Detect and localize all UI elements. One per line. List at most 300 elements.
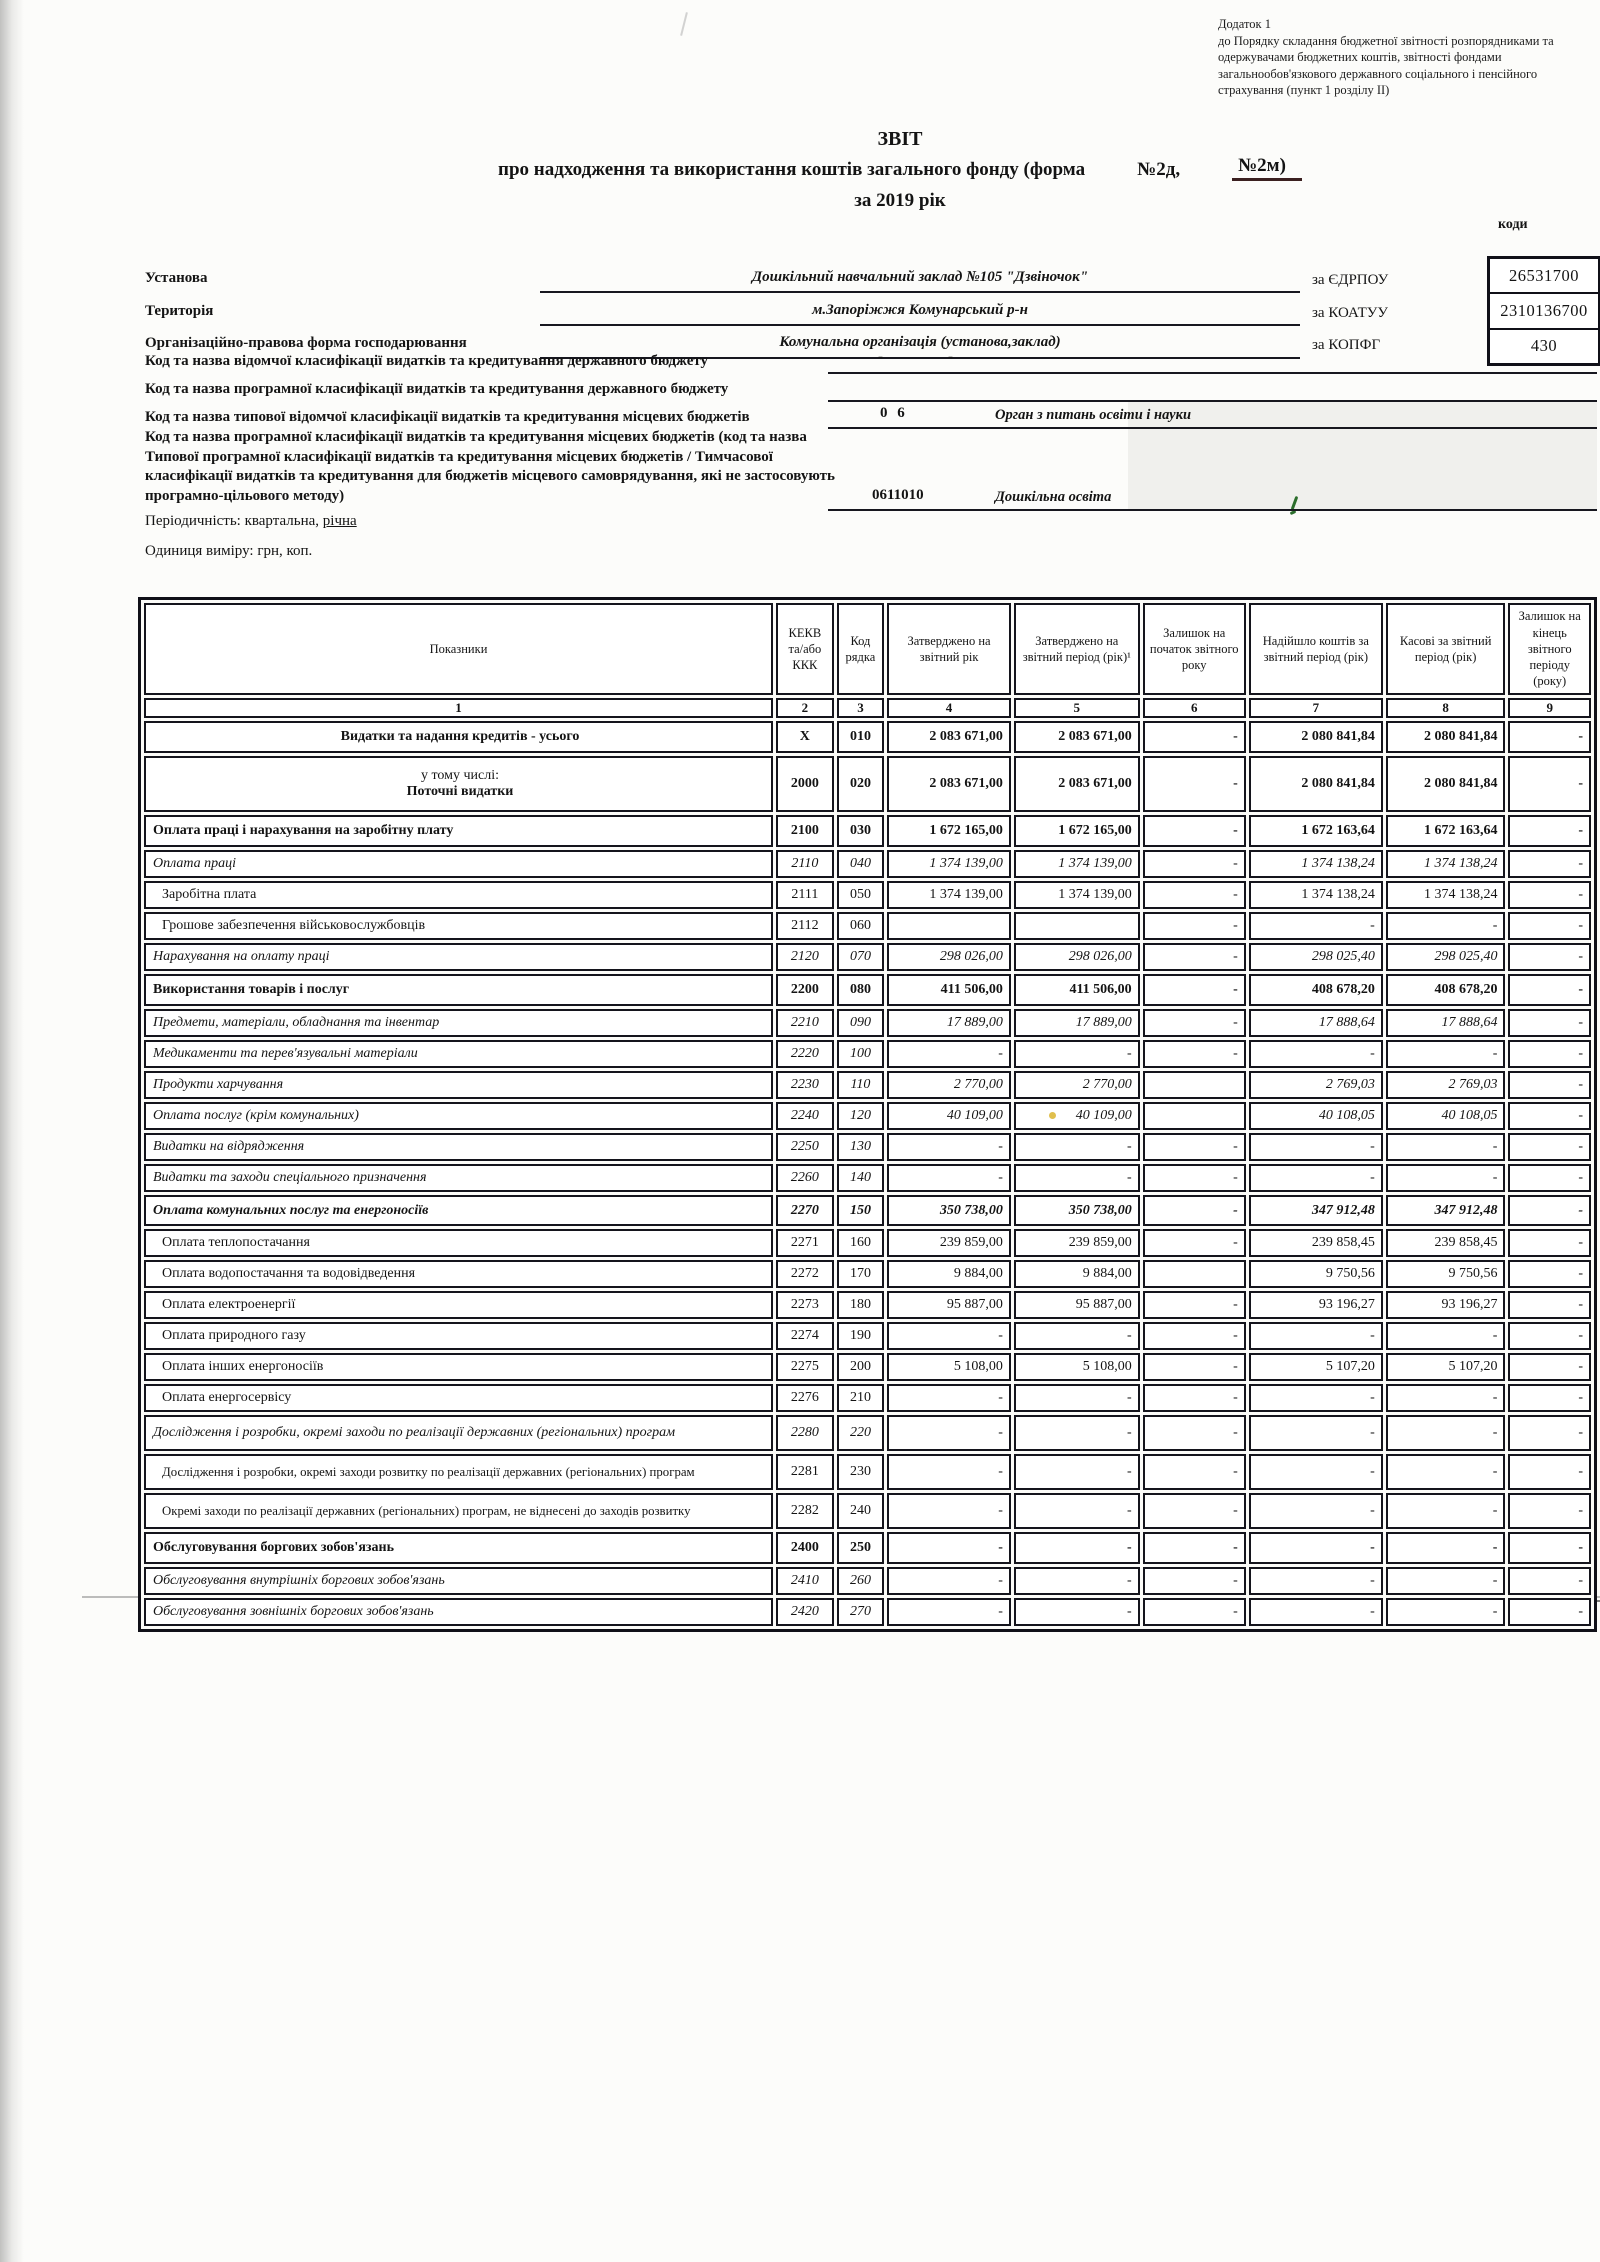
local-departmental-name: Орган з питань освіти і науки [995,407,1192,423]
value-cell-col5: - [1014,1384,1140,1412]
kekv-cell: 2276 [776,1384,834,1412]
kekv-cell: 2420 [776,1598,834,1626]
line-code-cell: 270 [837,1598,884,1626]
value-cell-col7: 93 196,27 [1249,1291,1383,1319]
periodicity-prefix: Періодичність: квартальна, [145,513,323,529]
value-cell-col8: 239 858,45 [1386,1229,1506,1257]
line-code-cell: 030 [837,815,884,847]
report-year: за 2019 рік [854,190,946,211]
value-cell-col5: 239 859,00 [1014,1229,1140,1257]
value-cell-col4: 2 083 671,00 [887,756,1011,812]
value-cell-col8: 9 750,56 [1386,1260,1506,1288]
report-subtitle [170,155,1600,181]
line-code-cell: 070 [837,943,884,971]
value-cell-col7: - [1249,1322,1383,1350]
kekv-cell: 2210 [776,1009,834,1037]
value-cell-col6: - [1143,974,1246,1006]
scan-gray-tint [1128,402,1597,509]
value-cell-col7: 40 108,05 [1249,1102,1383,1130]
col-header-approved-year: Затверджено на звітний рік [887,603,1011,695]
field-code-label-edrpou: за ЄДРПОУ [1312,272,1389,288]
col-header-approved-period: Затверджено на звітний період (рік)¹ [1014,603,1140,695]
value-cell-col9: - [1508,1009,1591,1037]
underline [828,427,1597,429]
value-cell-col7: 2 769,03 [1249,1071,1383,1099]
value-cell-col4: 1 374 139,00 [887,850,1011,878]
value-cell-col8: 93 196,27 [1386,1291,1506,1319]
value-cell-col8: - [1386,1384,1506,1412]
col-header-balance-end: Залишок на кінець звітного періоду (року) [1508,603,1591,695]
underline [540,324,1300,326]
kekv-cell: 2220 [776,1040,834,1068]
value-cell-col9: - [1508,721,1591,753]
row-label-cell: Медикаменти та перев'язувальні матеріали [144,1040,773,1068]
row-label-cell: Оплата комунальних послуг та енергоносіїв [144,1195,773,1226]
table-row [144,1598,1591,1626]
table-row [144,1009,1591,1037]
table-row [144,974,1591,1006]
kekv-cell: 2260 [776,1164,834,1192]
form-number-2m: №2м) [1232,155,1302,181]
value-cell-col6: - [1143,721,1246,753]
kekv-cell: 2400 [776,1532,834,1564]
row-label-cell: Окремі заходи по реалізації державних (регіональних) програм, не віднесені до заходів розвитку [144,1493,773,1529]
value-cell-col9: - [1508,1133,1591,1161]
value-cell-col7: 2 080 841,84 [1249,756,1383,812]
value-cell-col6: - [1143,1195,1246,1226]
table-row [144,1040,1591,1068]
value-cell-col8: 1 672 163,64 [1386,815,1506,847]
value-cell-col9: - [1508,1567,1591,1595]
value-cell-col9: - [1508,1291,1591,1319]
kekv-cell: 2112 [776,912,834,940]
underline [828,509,1597,511]
value-cell-col5: 2 083 671,00 [1014,756,1140,812]
value-cell-col8: - [1386,1567,1506,1595]
kekv-cell: 2200 [776,974,834,1006]
row-label-cell: Обслуговування зовнішніх боргових зобов'язань [144,1598,773,1626]
table-row [144,943,1591,971]
value-cell-col6: - [1143,912,1246,940]
value-cell-col9: - [1508,850,1591,878]
value-cell-col6: - [1143,881,1246,909]
value-cell-col5: - [1014,1567,1140,1595]
table-header-row [144,603,1591,695]
row-label-cell: Оплата праці [144,850,773,878]
field-code-label-kopfg: за КОПФГ [1312,337,1381,353]
row-label-cell: Оплата електроенергії [144,1291,773,1319]
kekv-cell: 2250 [776,1133,834,1161]
value-cell-col5: - [1014,1164,1140,1192]
kekv-cell: 2230 [776,1071,834,1099]
table-row [144,1532,1591,1564]
field-label-territory: Територія [145,303,214,319]
value-cell-col5: 95 887,00 [1014,1291,1140,1319]
value-cell-col5: - [1014,1415,1140,1451]
value-cell-col9: - [1508,1260,1591,1288]
value-cell-col9: - [1508,881,1591,909]
col-header-received: Надійшло коштів за звітний період (рік) [1249,603,1383,695]
value-cell-col6 [1143,1260,1246,1288]
class-code-dash-2: - [948,349,953,365]
line-code-cell: 180 [837,1291,884,1319]
value-cell-col7: - [1249,1567,1383,1595]
table-row [144,1322,1591,1350]
value-cell-col9: - [1508,1598,1591,1626]
field-code-label-koatuu: за КОАТУУ [1312,305,1388,321]
value-cell-col4: 9 884,00 [887,1260,1011,1288]
kekv-cell: 2000 [776,756,834,812]
value-cell-col5: 5 108,00 [1014,1353,1140,1381]
value-cell-col8: - [1386,1040,1506,1068]
value-cell-col4: - [887,1493,1011,1529]
value-cell-col5: - [1014,1040,1140,1068]
value-cell-col5: - [1014,1532,1140,1564]
value-cell-col6: - [1143,756,1246,812]
value-cell-col5: - [1014,1322,1140,1350]
value-cell-col8: - [1386,1133,1506,1161]
col-number: 1 [144,698,773,718]
value-cell-col5: 1 374 139,00 [1014,850,1140,878]
value-cell-col9: - [1508,1353,1591,1381]
value-cell-col9: - [1508,1102,1591,1130]
value-cell-col8: - [1386,1532,1506,1564]
line-code-cell: 230 [837,1454,884,1490]
table-row [144,1493,1591,1529]
value-cell-col7: 2 080 841,84 [1249,721,1383,753]
row-label-cell: Нарахування на оплату праці [144,943,773,971]
field-value-legal-form: Комунальна організація (установа,заклад) [779,334,1061,350]
value-cell-col7: - [1249,1133,1383,1161]
class-code-dash: - [878,349,883,365]
col-number: 2 [776,698,834,718]
class-label-state-program: Код та назва програмної класифікації видатків та кредитування державного бюджету [145,381,729,397]
value-cell-col5: 298 026,00 [1014,943,1140,971]
underline [828,372,1597,374]
col-number: 8 [1386,698,1506,718]
value-cell-col7: 5 107,20 [1249,1353,1383,1381]
value-cell-col8: - [1386,912,1506,940]
row-label-cell: Оплата праці і нарахування на заробітну плату [144,815,773,847]
table-row [144,1229,1591,1257]
value-cell-col6 [1143,1102,1246,1130]
value-cell-col5: 40 109,00 [1014,1102,1140,1130]
kekv-cell: 2271 [776,1229,834,1257]
value-cell-col5: - [1014,1133,1140,1161]
report-title: ЗВІТ [877,128,923,150]
value-cell-col4: - [887,1133,1011,1161]
appendix-annotation [1218,16,1596,99]
row-label-cell: Видатки та заходи спеціального призначення [144,1164,773,1192]
table-row [144,1133,1591,1161]
value-cell-col4: - [887,1322,1011,1350]
value-cell-col8: 298 025,40 [1386,943,1506,971]
kekv-cell: 2240 [776,1102,834,1130]
col-number: 3 [837,698,884,718]
value-cell-col7: - [1249,1040,1383,1068]
underline [828,400,1597,402]
value-cell-col8: 2 080 841,84 [1386,756,1506,812]
value-cell-col6: - [1143,1322,1246,1350]
value-cell-col5: - [1014,1493,1140,1529]
value-cell-col4: - [887,1384,1011,1412]
value-cell-col5: - [1014,1598,1140,1626]
row-label-cell: Оплата водопостачання та водовідведення [144,1260,773,1288]
value-cell-col8: 17 888,64 [1386,1009,1506,1037]
table-row [144,881,1591,909]
value-cell-col6: - [1143,1454,1246,1490]
value-cell-col4: 1 374 139,00 [887,881,1011,909]
value-cell-col7: 1 374 138,24 [1249,881,1383,909]
row-label-cell: Дослідження і розробки, окремі заходи розвитку по реалізації державних (регіональних) програм [144,1454,773,1490]
value-cell-col4: - [887,1164,1011,1192]
value-cell-col6: - [1143,1353,1246,1381]
line-code-cell: 190 [837,1322,884,1350]
col-header-cash: Касові за звітний період (рік) [1386,603,1506,695]
kekv-cell: 2410 [776,1567,834,1595]
report-subtitle-text: про надходження та використання коштів загального фонду (форма [498,159,1086,180]
kekv-cell: 2272 [776,1260,834,1288]
value-cell-col6 [1143,1071,1246,1099]
value-cell-col5: 1 672 165,00 [1014,815,1140,847]
value-cell-col7: - [1249,1493,1383,1529]
field-label-institution: Установа [145,270,208,286]
table-row [144,721,1591,753]
table-body [144,721,1591,1626]
value-cell-col4: 17 889,00 [887,1009,1011,1037]
value-cell-col8: 1 374 138,24 [1386,850,1506,878]
table-row [144,1071,1591,1099]
value-cell-col6: - [1143,1567,1246,1595]
value-cell-col9: - [1508,815,1591,847]
table-row [144,912,1591,940]
value-cell-col9: - [1508,756,1591,812]
value-cell-col9: - [1508,1322,1591,1350]
value-cell-col7: - [1249,1598,1383,1626]
field-label-legal-form: Організаційно-правова форма господарювання [145,335,467,351]
value-cell-col7: 239 858,45 [1249,1229,1383,1257]
col-number: 5 [1014,698,1140,718]
value-cell-col9: - [1508,1532,1591,1564]
line-code-cell: 050 [837,881,884,909]
value-cell-col8: 2 769,03 [1386,1071,1506,1099]
periodicity-line [145,513,357,530]
line-code-cell: 150 [837,1195,884,1226]
kekv-cell: 2110 [776,850,834,878]
line-code-cell: 060 [837,912,884,940]
value-cell-col5: 2 770,00 [1014,1071,1140,1099]
value-cell-col9: - [1508,1415,1591,1451]
local-departmental-code: 0 6 [880,405,908,421]
value-cell-col6: - [1143,815,1246,847]
table-row [144,815,1591,847]
value-cell-col5: 350 738,00 [1014,1195,1140,1226]
table-row [144,1291,1591,1319]
unit-of-measure: Одиниця виміру: грн, коп. [145,543,313,559]
col-number: 7 [1249,698,1383,718]
table-row [144,1260,1591,1288]
class-label-local-departmental: Код та назва типової відомчої класифікації видатків та кредитування місцевих бюджетів [145,409,750,425]
value-cell-col8: 347 912,48 [1386,1195,1506,1226]
value-cell-col5: 9 884,00 [1014,1260,1140,1288]
value-cell-col8: 2 080 841,84 [1386,721,1506,753]
annotation-line: до Порядку складання бюджетної звітності розпорядниками та [1218,33,1554,48]
value-cell-col8: 40 108,05 [1386,1102,1506,1130]
value-cell-col5: - [1014,1454,1140,1490]
line-code-cell: 260 [837,1567,884,1595]
value-cell-col6: - [1143,1040,1246,1068]
value-cell-col4: 239 859,00 [887,1229,1011,1257]
value-cell-col4: - [887,1040,1011,1068]
kekv-cell: 2281 [776,1454,834,1490]
row-label-cell: Заробітна плата [144,881,773,909]
value-cell-col4: 350 738,00 [887,1195,1011,1226]
field-value-institution: Дошкільний навчальний заклад №105 "Дзвіночок" [751,269,1089,285]
line-code-cell: 120 [837,1102,884,1130]
value-cell-col6: - [1143,1493,1246,1529]
value-cell-col9: - [1508,1229,1591,1257]
value-cell-col8: - [1386,1598,1506,1626]
line-code-cell: 040 [837,850,884,878]
scan-edge-shadow [0,0,24,2262]
kekv-cell: 2275 [776,1353,834,1381]
value-cell-col8: - [1386,1454,1506,1490]
value-cell-col6: - [1143,1291,1246,1319]
class-label-local-program: Код та назва програмної класифікації видатків та кредитування місцевих бюджетів (код та назва Типової програмної класифікації видатків та кредитування місцевих бюджетів / Тимчасової класифікації видатків та кредитування для бюджетів місцевого самоврядування, які не застосовують програмно-цільового методу) [145,429,835,504]
value-cell-col6: - [1143,1133,1246,1161]
row-label-cell: Оплата послуг (крім комунальних) [144,1102,773,1130]
row-label-cell: Видатки на відрядження [144,1133,773,1161]
value-cell-col8: 1 374 138,24 [1386,881,1506,909]
value-cell-col7: 9 750,56 [1249,1260,1383,1288]
value-cell-col7: 408 678,20 [1249,974,1383,1006]
row-label-cell: Предмети, матеріали, обладнання та інвентар [144,1009,773,1037]
table-row [144,1353,1591,1381]
value-cell-col6: - [1143,850,1246,878]
kekv-cell: 2282 [776,1493,834,1529]
value-cell-col5: 2 083 671,00 [1014,721,1140,753]
periodicity-annual: річна [322,513,357,529]
annotation-line: Додаток 1 [1218,17,1271,31]
value-cell-col6: - [1143,1009,1246,1037]
kekv-cell: X [776,721,834,753]
value-cell-col8: 408 678,20 [1386,974,1506,1006]
form-number-2d: №2д, [1137,159,1181,180]
kekv-cell: 2100 [776,815,834,847]
value-cell-col4: 2 083 671,00 [887,721,1011,753]
report-title-block [170,128,1600,212]
col-number: 4 [887,698,1011,718]
kekv-cell: 2111 [776,881,834,909]
value-cell-col8: 5 107,20 [1386,1353,1506,1381]
local-program-code: 0611010 [872,487,924,503]
value-cell-col9: - [1508,974,1591,1006]
row-label-cell: Оплата енергосервісу [144,1384,773,1412]
col-number: 9 [1508,698,1591,718]
table-row [144,1384,1591,1412]
line-code-cell: 170 [837,1260,884,1288]
koatuu-code: 2310136700 [1490,292,1598,327]
table-row [144,1567,1591,1595]
value-cell-col4: 298 026,00 [887,943,1011,971]
row-label-cell: Оплата інших енергоносіїв [144,1353,773,1381]
value-cell-col7: - [1249,1384,1383,1412]
row-label-cell: Видатки та надання кредитів - усього [144,721,773,753]
col-header-line-code: Код рядка [837,603,884,695]
underline [540,291,1300,293]
value-cell-col7: - [1249,912,1383,940]
value-cell-col4: - [887,1598,1011,1626]
value-cell-col4 [887,912,1011,940]
value-cell-col6: - [1143,1229,1246,1257]
line-code-cell: 240 [837,1493,884,1529]
row-label-cell: у тому числі: Поточні видатки [144,756,773,812]
line-code-cell: 160 [837,1229,884,1257]
value-cell-col7: - [1249,1415,1383,1451]
col-number: 6 [1143,698,1246,718]
value-cell-col6: - [1143,1532,1246,1564]
kekv-cell: 2274 [776,1322,834,1350]
codes-caption: коди [1498,217,1528,232]
value-cell-col9: - [1508,1040,1591,1068]
value-cell-col5 [1014,912,1140,940]
row-label-cell: Оплата природного газу [144,1322,773,1350]
kekv-cell: 2120 [776,943,834,971]
value-cell-col7: - [1249,1454,1383,1490]
value-cell-col5: 17 889,00 [1014,1009,1140,1037]
expenditure-table [138,597,1597,1632]
col-header-kekv: КЕКВ та/або ККК [776,603,834,695]
line-code-cell: 220 [837,1415,884,1451]
kekv-cell: 2270 [776,1195,834,1226]
local-program-name: Дошкільна освіта [995,489,1112,505]
annotation-line: одержувачами бюджетних коштів, звітності фондами [1218,50,1502,64]
field-value-territory: м.Запоріжжя Комунарський р-н [812,302,1028,318]
row-label-cell: Продукти харчування [144,1071,773,1099]
table-row [144,756,1591,812]
value-cell-col4: 2 770,00 [887,1071,1011,1099]
column-number-row [144,698,1591,718]
row-label-cell: Грошове забезпечення військовослужбовців [144,912,773,940]
table-row [144,1195,1591,1226]
value-cell-col4: - [887,1415,1011,1451]
kekv-cell: 2280 [776,1415,834,1451]
line-code-cell: 010 [837,721,884,753]
codes-box [1487,256,1600,366]
value-cell-col8: - [1386,1493,1506,1529]
value-cell-col8: - [1386,1164,1506,1192]
value-cell-col6: - [1143,1164,1246,1192]
edrpou-code: 26531700 [1509,265,1579,285]
table-row [144,1415,1591,1451]
line-code-cell: 210 [837,1384,884,1412]
value-cell-col4: - [887,1454,1011,1490]
table-row [144,1102,1591,1130]
value-cell-col6: - [1143,1415,1246,1451]
row-label-cell: Оплата теплопостачання [144,1229,773,1257]
value-cell-col4: 1 672 165,00 [887,815,1011,847]
value-cell-col7: 1 374 138,24 [1249,850,1383,878]
table-row [144,1454,1591,1490]
value-cell-col4: 95 887,00 [887,1291,1011,1319]
line-code-cell: 090 [837,1009,884,1037]
value-cell-col4: - [887,1567,1011,1595]
line-code-cell: 200 [837,1353,884,1381]
value-cell-col6: - [1143,1384,1246,1412]
line-code-cell: 020 [837,756,884,812]
value-cell-col7: - [1249,1164,1383,1192]
value-cell-col9: - [1508,1164,1591,1192]
